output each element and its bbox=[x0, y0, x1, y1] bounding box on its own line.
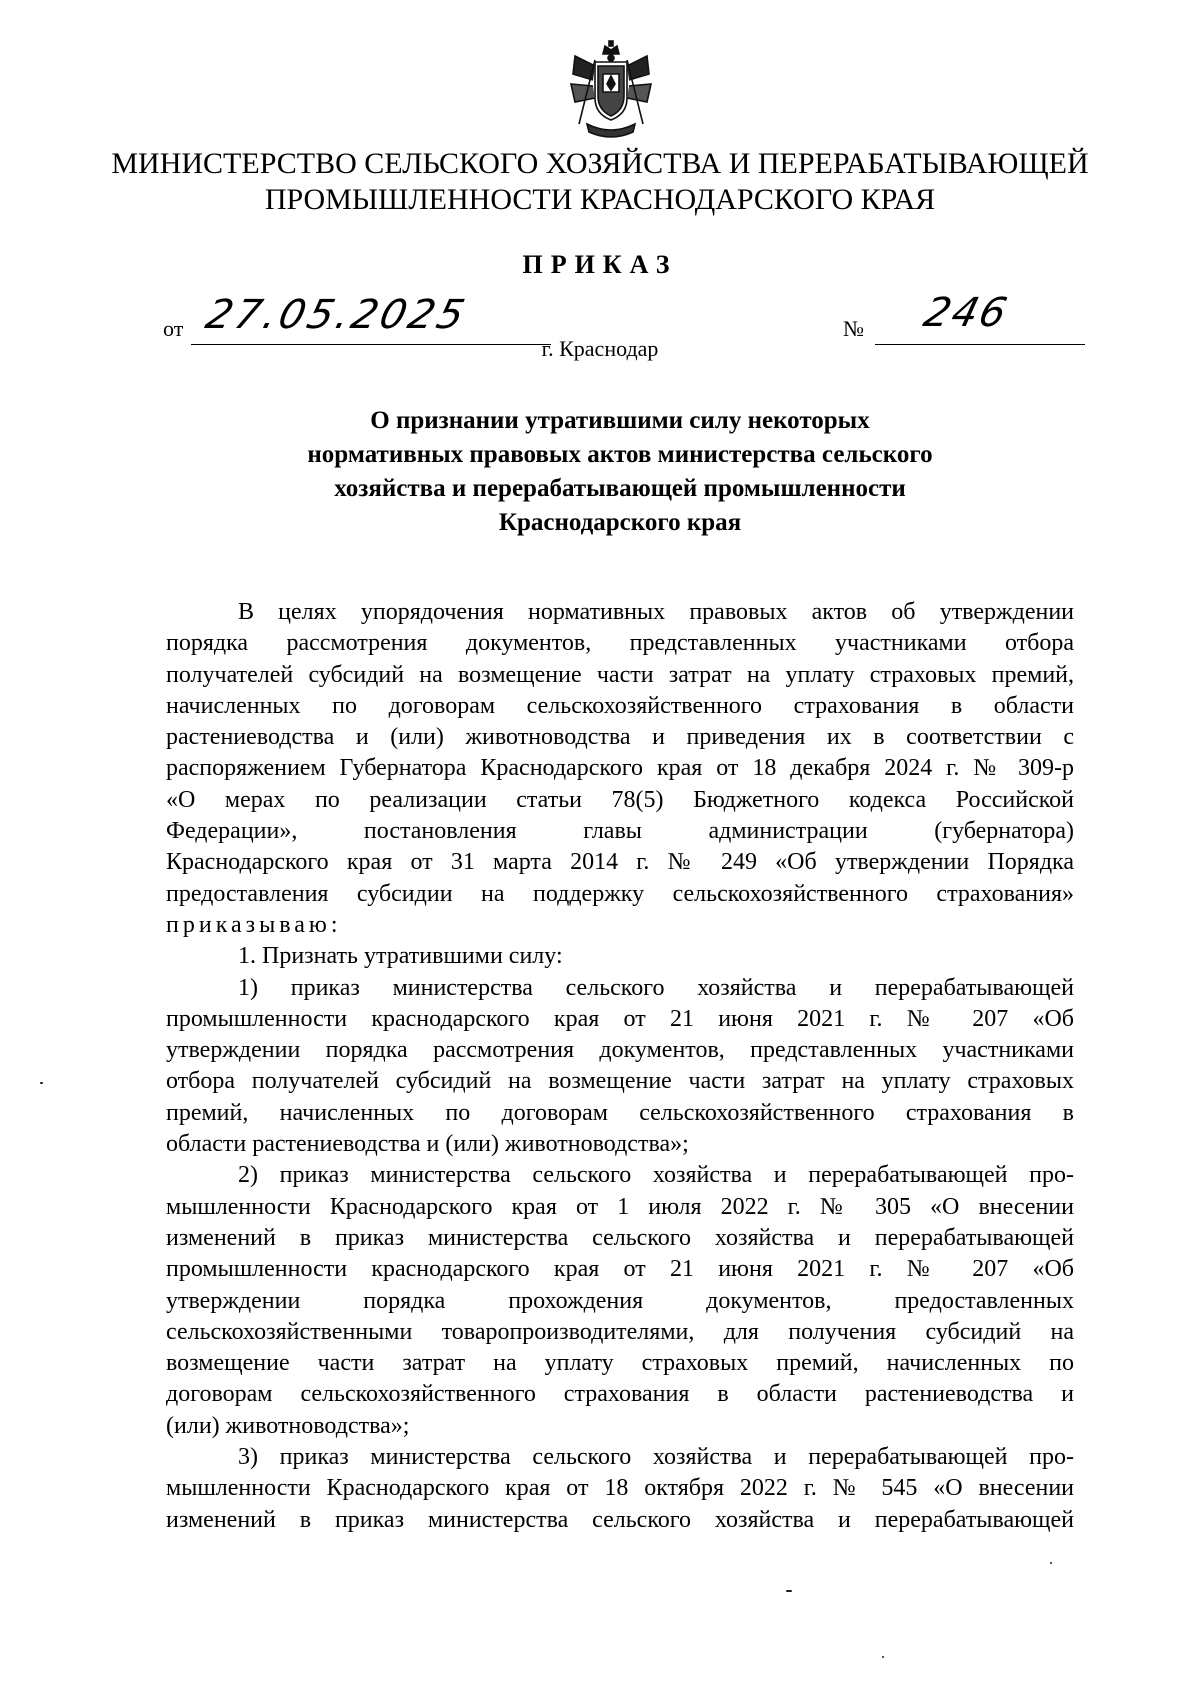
order-body bbox=[166, 597, 1074, 1536]
scan-speck bbox=[882, 1656, 884, 1658]
body-line: изменений в приказ министерства сельского хозяйства и перерабатывающей bbox=[166, 1224, 1074, 1251]
body-line: мышленности Краснодарского края от 1 июля 2022 г. № 305 «О внесении bbox=[166, 1193, 1074, 1220]
body-line: утверждении порядка рассмотрения документов, представленных участниками bbox=[166, 1037, 1074, 1064]
body-line: 3) приказ министерства сельского хозяйства и перерабатывающей про- bbox=[238, 1444, 1074, 1471]
date-prefix: от bbox=[163, 316, 184, 341]
subject-line: хозяйства и перерабатывающей промышленности bbox=[334, 475, 906, 502]
body-line: 2) приказ министерства сельского хозяйства и перерабатывающей про- bbox=[238, 1162, 1074, 1189]
ministry-name-line: ПРОМЫШЛЕННОСТИ КРАСНОДАРСКОГО КРАЯ bbox=[264, 183, 936, 216]
handwritten-number: 246 bbox=[919, 290, 1014, 336]
body-line: (или) животноводства»; bbox=[166, 1412, 410, 1439]
number-prefix: № bbox=[843, 316, 864, 341]
subject-line: Краснодарского края bbox=[498, 509, 742, 536]
body-line: промышленности краснодарского края от 21 июня 2021 г. № 207 «Об bbox=[166, 1256, 1074, 1283]
body-line: промышленности краснодарского края от 21 июня 2021 г. № 207 «Об bbox=[166, 1005, 1074, 1032]
body-line: растениеводства и (или) животноводства и приведения их в соответствии с bbox=[166, 724, 1074, 751]
body-line: предоставления субсидии на поддержку сельскохозяйственного страхования» bbox=[166, 880, 1074, 907]
body-line: Федерации», постановления главы администрации (губернатора) bbox=[166, 818, 1074, 845]
ministry-name-line: МИНИСТЕРСТВО СЕЛЬСКОГО ХОЗЯЙСТВА И ПЕРЕРАБАТЫВАЮЩЕЙ bbox=[111, 147, 1089, 180]
body-line: порядка рассмотрения документов, представленных участниками отбора bbox=[166, 630, 1074, 657]
city: г. Краснодар bbox=[541, 336, 659, 361]
body-line: В целях упорядочения нормативных правовых актов об утверждении bbox=[238, 599, 1074, 625]
body-line: договорам сельскохозяйственного страхования в области растениеводства и bbox=[166, 1381, 1074, 1408]
body-line: утверждении порядка прохождения документов, предоставленных bbox=[166, 1287, 1074, 1314]
handwritten-date: 27.05.2025 bbox=[201, 292, 472, 338]
scan-speck bbox=[786, 1590, 792, 1592]
body-line: мышленности Краснодарского края от 18 октября 2022 г. № 545 «О внесении bbox=[166, 1475, 1074, 1502]
body-line: премий, начисленных по договорам сельскохозяйственного страхования в bbox=[166, 1099, 1074, 1126]
body-line: сельскохозяйственными товаропроизводителями, для получения субсидий на bbox=[166, 1318, 1074, 1345]
body-line: Краснодарского края от 31 марта 2014 г. № 249 «Об утверждении Порядка bbox=[166, 849, 1074, 876]
ministry-name bbox=[80, 146, 1120, 218]
body-line: 1. Признать утратившими силу: bbox=[238, 943, 563, 970]
subject-line: О признании утратившими силу некоторых bbox=[370, 407, 870, 434]
scan-speck bbox=[40, 1082, 43, 1084]
body-line: распоряжением Губернатора Краснодарского края от 18 декабря 2024 г. № 309-р bbox=[166, 755, 1074, 782]
body-line: «О мерах по реализации статьи 78(5) Бюджетного кодекса Российской bbox=[166, 786, 1074, 813]
order-subject bbox=[160, 404, 1080, 540]
body-line: 1) приказ министерства сельского хозяйства и перерабатывающей bbox=[238, 974, 1074, 1001]
scan-speck bbox=[1050, 1562, 1052, 1564]
body-line: приказываю: bbox=[166, 911, 342, 938]
body-line: изменений в приказ министерства сельского хозяйства и перерабатывающей bbox=[166, 1506, 1074, 1533]
body-line: получателей субсидий на возмещение части затрат на уплату страховых премий, bbox=[166, 661, 1074, 688]
body-line: области растениеводства и (или) животноводства»; bbox=[166, 1131, 689, 1158]
body-line: возмещение части затрат на уплату страховых премий, начисленных по bbox=[166, 1350, 1074, 1377]
subject-line: нормативных правовых актов министерства сельского bbox=[307, 441, 933, 468]
krasnodar-coat-of-arms-icon bbox=[565, 40, 657, 144]
body-line: отбора получателей субсидий на возмещение части затрат на уплату страховых bbox=[166, 1068, 1074, 1095]
body-line: начисленных по договорам сельскохозяйственного страхования в области bbox=[166, 692, 1074, 719]
order-title: ПРИКАЗ bbox=[522, 250, 678, 279]
